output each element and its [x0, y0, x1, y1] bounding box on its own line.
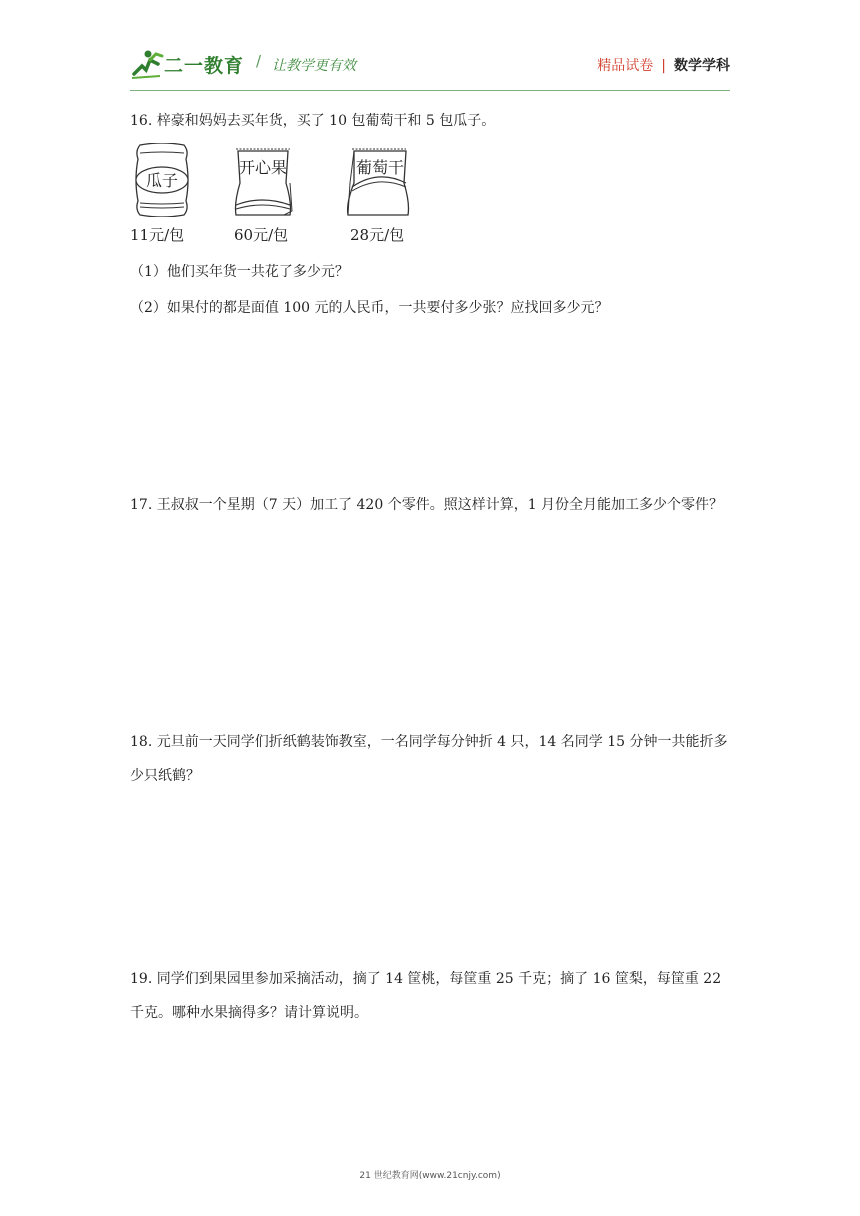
- runner-logo-icon: [130, 48, 164, 80]
- question-number: 17.: [130, 497, 153, 513]
- question-text: 王叔叔一个星期（7 天）加工了 420 个零件。照这样计算，1 月份全月能加工多少个零件？: [156, 497, 724, 513]
- question-number: 19.: [130, 971, 153, 987]
- header-label-premium: 精品试卷: [597, 58, 654, 74]
- header-separator: |: [661, 58, 666, 74]
- subquestion-2: （2）如果付的都是面值 100 元的人民币，一共要付多少张？应找回多少元？: [130, 300, 609, 316]
- product-price: 11元/包: [130, 226, 185, 244]
- question-number: 18.: [130, 734, 153, 750]
- header-slogan: 让教学更有效: [272, 58, 356, 74]
- product-price: 28元/包: [350, 226, 405, 244]
- product-name: 开心果: [238, 158, 287, 177]
- logo-text: 二一教育: [164, 55, 245, 77]
- question-number: 16.: [130, 113, 153, 129]
- question-16: [130, 104, 736, 138]
- question-text: 梓豪和妈妈去买年货，买了 10 包葡萄干和 5 包瓜子。: [156, 113, 496, 129]
- header-label-subject: 数学学科: [674, 58, 730, 74]
- question-19: [130, 962, 736, 1030]
- header-divider: /: [256, 52, 262, 70]
- subquestion-1: （1）他们买年货一共花了多少元？: [130, 264, 349, 280]
- product-name: 瓜子: [145, 171, 178, 190]
- question-18: [130, 725, 736, 793]
- product-price: 60元/包: [234, 226, 289, 244]
- question-17: [130, 488, 736, 522]
- product-name: 葡萄干: [355, 158, 404, 177]
- logo: [130, 48, 370, 82]
- question-text: 元旦前一天同学们折纸鹤装饰教室，一名同学每分钟折 4 只，14 名同学 15 分钟一共能折多少只纸鹤？: [130, 734, 728, 784]
- page-header: [130, 40, 730, 88]
- header-right: [597, 55, 730, 75]
- question-text: 同学们到果园里参加采摘活动，摘了 14 筐桃，每筐重 25 千克；摘了 16 筐梨，每筐重 22 千克。哪种水果摘得多？请计算说明。: [130, 971, 722, 1021]
- page-footer: 21 世纪教育网(www.21cnjy.com): [359, 1171, 501, 1181]
- header-rule: [130, 90, 730, 91]
